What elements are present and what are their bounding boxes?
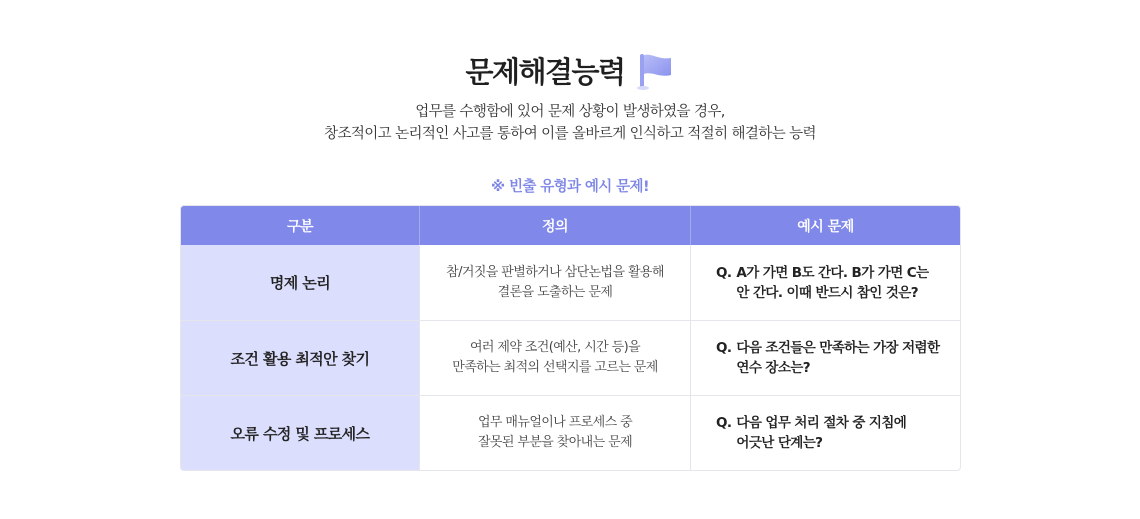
- definition-line: 업무 매뉴얼이나 프로세스 중: [477, 415, 633, 430]
- example-line: A가 가면 B도 간다. B가 가면 C는: [736, 264, 929, 281]
- description-line-2: 창조적이고 논리적인 사고를 통하여 이를 올바르게 인식하고 적절히 해결하는 능력: [324, 126, 816, 142]
- table-row: [181, 245, 960, 320]
- table-body: [181, 245, 960, 470]
- header-definition: 정의: [420, 206, 691, 245]
- definition-line: 잘못된 부분을 찾아내는 문제: [477, 435, 633, 450]
- question-type-table: [180, 205, 961, 471]
- definition-line: 만족하는 최적의 선택지를 고르는 문제: [452, 360, 658, 375]
- definition-line: 참/거짓을 판별하거나 삼단논법을 활용해: [446, 264, 664, 280]
- row-example: [691, 321, 960, 395]
- example-line: 다음 업무 처리 절차 중 지침에: [736, 415, 907, 431]
- row-definition: [420, 245, 691, 320]
- page-title: 문제해결능력: [465, 55, 625, 89]
- example-line: 안 간다. 이때 반드시 참인 것은?: [736, 284, 918, 301]
- table-header: [181, 206, 960, 245]
- example-line: 연수 장소는?: [736, 360, 810, 376]
- table-row: [181, 395, 960, 470]
- row-definition: [420, 321, 691, 395]
- example-line: 어긋난 단계는?: [736, 435, 823, 451]
- row-example: [691, 245, 960, 320]
- question-prefix: Q.: [716, 340, 732, 356]
- definition-line: 여러 제약 조건(예산, 시간 등)을: [469, 340, 641, 355]
- table-row: [181, 320, 960, 395]
- row-definition: [420, 396, 691, 470]
- question-prefix: Q.: [716, 415, 732, 431]
- header-example: 예시 문제: [797, 218, 854, 235]
- example-line: 다음 조건들은 만족하는 가장 저렴한: [736, 340, 940, 356]
- row-category: 오류 수정 및 프로세스: [181, 396, 420, 470]
- flag-icon: [637, 51, 675, 91]
- title-row: [0, 50, 1140, 91]
- note-text: ※ 빈출 유형과 예시 문제!: [491, 179, 649, 195]
- description: [0, 101, 1140, 145]
- question-prefix: Q.: [716, 264, 732, 281]
- description-line-1: 업무를 수행함에 있어 문제 상황이 발생하였을 경우,: [415, 104, 725, 120]
- row-example: [691, 396, 960, 470]
- definition-line: 결론을 도출하는 문제: [497, 284, 613, 300]
- row-category: 조건 활용 최적안 찾기: [181, 321, 420, 395]
- row-category: 명제 논리: [181, 245, 420, 320]
- header-category: 구분: [181, 206, 420, 245]
